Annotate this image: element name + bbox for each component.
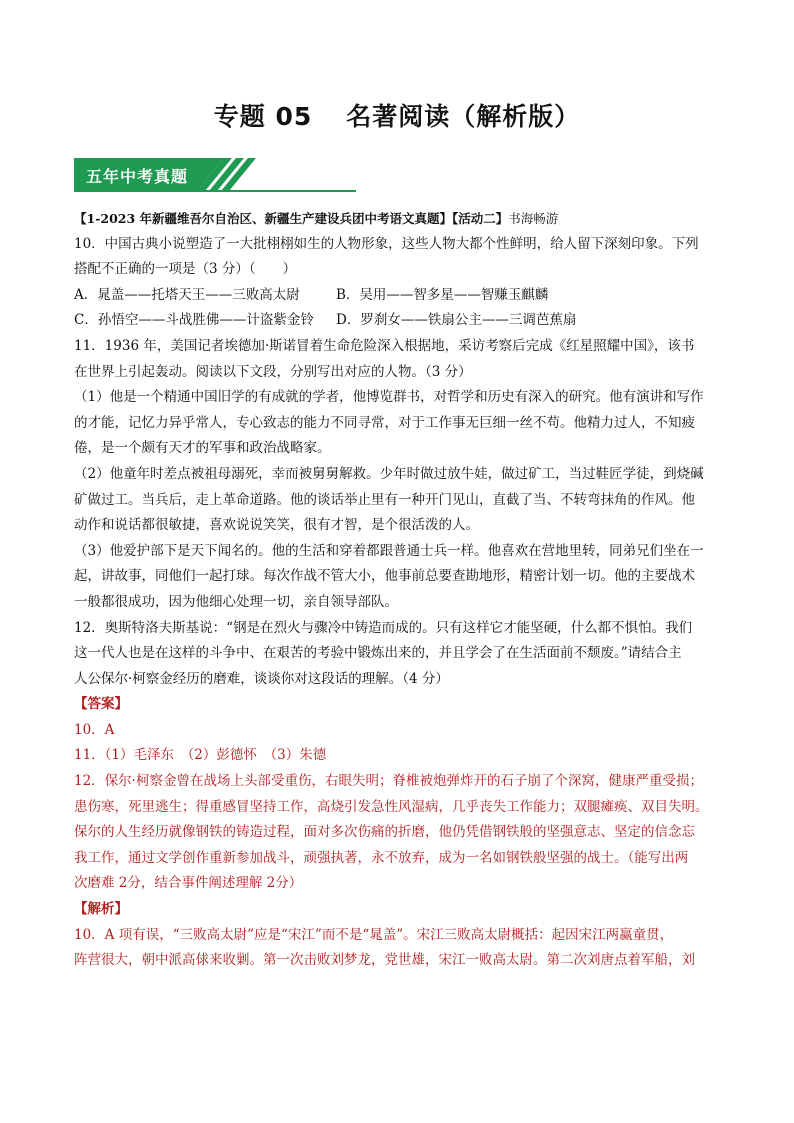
q11-text: 11．1936 年，美国记者埃德加·斯诺冒着生命危险深入根据地，采访考察后完成《红星照耀中国》，该书 [74,337,695,354]
title-part2: 名著阅读（解析版） [346,102,581,131]
option-row [74,283,724,309]
banner-label: 五年中考真题 [86,167,189,186]
answer-10: 10．A [74,721,115,738]
answer-11: 11．（1）毛泽东 （2）彭德怀 （3）朱德 [74,747,327,764]
passage-1: 倦，是一个颇有天才的军事和政治战略家。 [74,440,331,457]
q12-text: 12．奥斯特洛夫斯基说：“钢是在烈火与骤冷中铸造而成的。只有这样它才能坚硬，什么都不惧怕。我们 [74,619,693,636]
banner-underline [74,190,356,192]
passage-3: 起，讲故事，同他们一起打球。每次作战不管大小，他事前总要查勘地形，精密计划一切。他的主要战术 [74,568,695,585]
option-b: B．吴用——智多星——智赚玉麒麟 [336,286,549,303]
analysis-10: 10．A 项有误，“三败高太尉”应是“宋江”而不是“晁盖”。宋江三败高太尉概括：起因宋江两赢童贯， [74,926,674,943]
q12-text: 这一代人也是在这样的斗争中、在艰苦的考验中锻炼出来的，并且学会了在生活面前不颓废。”请结合主 [74,645,682,662]
title-part1: 专题 05 [213,102,313,131]
answer-12: 我工作，通过文学创作重新参加战斗，顽强执著，永不放弃，成为一名如钢铁般坚强的战士。（能写出两 [74,849,689,866]
option-d: D．罗刹女——铁扇公主——三调芭蕉扇 [336,312,577,329]
q10-text: 10．中国古典小说塑造了一大批栩栩如生的人物形象，这些人物大都个性鲜明，给人留下深刻印象。下列 [74,235,699,252]
q10-text: 搭配不正确的一项是（3 分）（ ） [74,261,297,278]
answer-12: 保尔的人生经历就像钢铁的铸造过程，面对多次伤痛的折磨，他仍凭借钢铁般的坚强意志、坚定的信念忘 [74,824,695,841]
passage-3: 一般都很成功，因为他细心处理一切，亲自领导部队。 [74,593,398,610]
analysis-heading: 【解析】 [74,901,128,918]
passage-2: 动作和说话都很敏捷，喜欢说说笑笑，很有才智，是个很活泼的人。 [74,517,479,534]
page-title [0,97,794,133]
passage-1: 的才能，记忆力异乎常人，专心致志的能力不同寻常，对于工作事无巨细一丝不苟。他精力过人，不知疲 [74,414,695,431]
q11-text: 在世界上引起轰动。阅读以下文段，分别写出对应的人物。（3 分） [74,363,472,380]
passage-3: （3）他爱护部下是天下闻名的。他的生活和穿着都跟普通士兵一样。他喜欢在营地里转，同弟兄们坐在一 [74,542,704,559]
analysis-10: 阵营很大，朝中派高俅来收剿。第一次击败刘梦龙，党世雄，宋江一败高太尉。第二次刘唐点着军船，刘 [74,952,695,969]
document-body [74,206,724,974]
answer-heading: 【答案】 [74,696,128,713]
q12-text: 人公保尔·柯察金经历的磨难，谈谈你对这段话的理解。（4 分） [74,670,449,687]
option-a: A．晁盖——托塔天王——三败高太尉 [74,286,300,303]
passage-2: （2）他童年时差点被祖母溺死，幸而被舅舅解救。少年时做过放牛娃，做过矿工，当过鞋匠学徒，到烧碱 [74,465,704,482]
passage-1: （1）他是一个精通中国旧学的有成就的学者，他博览群书，对哲学和历史有深入的研究。他有演讲和写作 [74,389,704,406]
option-row [74,308,724,334]
passage-2: 矿做过工。当兵后，走上革命道路。他的谈话举止里有一种开门见山，直截了当、不转弯抹角的作风。他 [74,491,695,508]
question-source [74,206,724,232]
section-banner [74,158,356,192]
answer-12: 12．保尔·柯察金曾在战场上头部受重伤，右眼失明；脊椎被炮弹炸开的石子崩了个深窝，健康严重受损； [74,773,703,790]
answer-12: 次磨难 2分，结合事件阐述理解 2分） [74,875,303,892]
option-c: C．孙悟空——斗战胜佛——计盗紫金铃 [74,312,314,329]
source-rest: 书海畅游 [508,211,559,226]
answer-12: 患伤寒，死里逃生；得重感冒坚持工作，高烧引发急性风湿病，几乎丧失工作能力；双腿瘫痪、双目失明。 [74,798,709,815]
source-bold: 【1-2023 年新疆维吾尔自治区、新疆生产建设兵团中考语文真题】【活动二】 [74,211,509,226]
